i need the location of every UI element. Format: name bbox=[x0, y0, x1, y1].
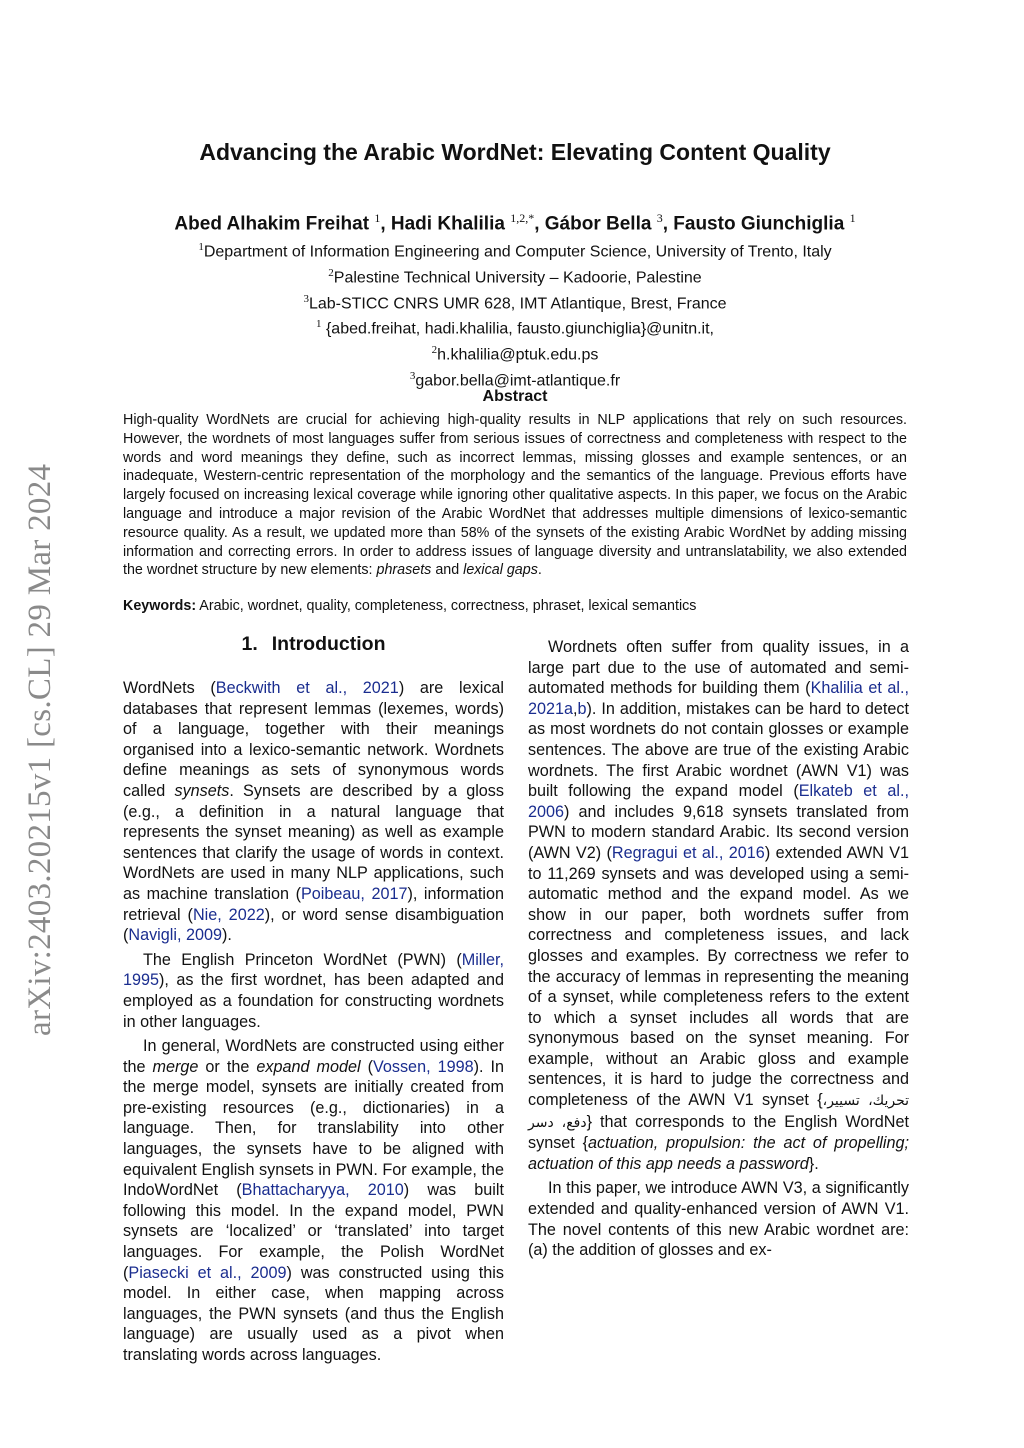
email-line: $^1$ {abed.freihat, hadi.khalilia, fausto.giunchiglia}@unitn.it, bbox=[316, 318, 714, 338]
affiliation-line: $^3$Lab-STICC CNRS UMR 628, IMT Atlantique, Brest, France bbox=[303, 292, 727, 312]
citation-link[interactable]: Nie, 2022 bbox=[192, 905, 265, 924]
author-affil-marker: 1 bbox=[849, 211, 856, 225]
left-column bbox=[123, 632, 504, 1370]
citation-link[interactable]: Regragui et al., 2016 bbox=[611, 843, 765, 862]
paragraph: Wordnets often suffer from quality issues, in a large part due to the use of automated and semi-automated methods for building them (Khalilia et al., 2021a,b). In addition, mistakes can be hard to detect as most wordnets do not contain glosses or example sentences. The above are true of the existing Arabic wordnets. The first Arabic wordnet (AWN V1) was built following the expand model (Elkateb et al., 2006) and includes 9,618 synsets translated from PWN to modern standard Arabic. Its second version (AWN V2) (Regragui et al., 2016) extended AWN V1 to 11,269 synsets and was developed using a semi-automatic method and the expand model. As we show in our paper, both wordnets suffer from correctness and completeness issues, and lack glosses and examples. By correctness we refer to the accuracy of lemmas in representing the meaning of a synset, while completeness refers to the extent to which a synset includes all words that are synonymous based on the synset meaning. For example, without an Arabic gloss and example sentences, it is hard to judge the correctness and completeness of the AWN V1 synset {تحريك، تسيير، دفع، دسر} that corresponds to the English WordNet synset {actuation, propulsion: the act of propelling; actuation of this app needs a password}. bbox=[528, 638, 910, 1173]
paragraph: In this paper, we introduce AWN V3, a significantly extended and quality-enhanced version of AWN V1. The novel contents of this new Arabic wordnet are: (a) the addition of glosses and ex- bbox=[528, 1179, 909, 1260]
citation-link[interactable]: Piasecki et al., 2009 bbox=[128, 1263, 287, 1282]
citation-link[interactable]: Beckwith et al., 2021 bbox=[215, 679, 399, 697]
affiliation-list bbox=[100, 237, 930, 392]
affiliation-line: $^2$Palestine Technical University – Kadoorie, Palestine bbox=[328, 266, 702, 287]
arxiv-identifier: arXiv:2403.20215v1 [cs.CL] 29 Mar 2024 bbox=[22, 463, 58, 1037]
paragraph: The English Princeton WordNet (PWN) (Miller, 1995), as the first wordnet, has been adapted and employed as a foundation for constructing wordnets in other languages. bbox=[123, 950, 504, 1031]
arabic-synset: تحريك، تسيير، دفع، دسر bbox=[528, 1093, 909, 1131]
paragraph: WordNets (Beckwith et al., 2021) are lexical databases that represent lemmas (lexemes, words) of a language, together with their meanings organised into a lexico-semantic network. Wordnets define meanings as sets of synonymous words called synsets. Synsets are described by a gloss (e.g., a definition in a natural language that represents the synset meaning) as well as example sentences that clarify the usage of words in context. WordNets are used in many NLP applications, such as machine translation (Poibeau, 2017), information retrieval (Nie, 2022), or word sense disambiguation (Navigli, 2009). bbox=[123, 679, 505, 945]
abstract-heading: Abstract bbox=[482, 388, 548, 405]
citation-link[interactable]: Poibeau, 2017 bbox=[301, 884, 408, 903]
right-column bbox=[528, 637, 909, 1265]
citation-link[interactable]: Vossen, 1998 bbox=[372, 1057, 474, 1076]
citation-link[interactable]: Bhattacharyya, 2010 bbox=[241, 1181, 404, 1200]
abstract-text: High-quality WordNets are crucial for achieving high-quality results in NLP applications that rely on such resources. However, the wordnets of most languages suffer from serious issues of correctness and completeness with respect to the words and word meanings they define, such as incorrect lemmas, missing glosses and example sentences, or an inadequate, Western-centric representation of the morphology and the semantics of the language. Previous efforts have largely focused on increasing lexical coverage while ignoring other qualitative aspects. In this paper, we focus on the Arabic language and introduce a major revision of the Arabic WordNet that addresses multiple dimensions of lexico-semantic resource quality. As a result, we updated more than 58% of the synsets of the existing Arabic WordNet by adding missing information and correcting errors. In order to address issues of language diversity and untranslatability, we also extended the wordnet structure by new elements: phrasets and lexical gaps. bbox=[123, 412, 907, 579]
author-name: Fausto Giunchiglia bbox=[673, 213, 845, 235]
author-list: Abed Alhakim Freihat $^1$, Hadi Khalilia $^{1,2,*}$, Gábor Bella $^3$, Fausto Giunchiglia $^1$ bbox=[174, 211, 856, 235]
author-affil-marker: 1,2,* bbox=[510, 211, 535, 225]
citation-link[interactable]: Navigli, 2009 bbox=[128, 926, 222, 945]
citation-link[interactable]: Miller, 1995 bbox=[123, 950, 504, 990]
citation-link[interactable]: Elkateb et al., 2006 bbox=[528, 782, 909, 821]
citation-link[interactable]: Khalilia et al., 2021a bbox=[528, 679, 910, 718]
email-line: $^3$gabor.bella@imt-atlantique.fr bbox=[409, 370, 621, 390]
keywords-text: Arabic, wordnet, quality, completeness, correctness, phraset, lexical semantics bbox=[196, 598, 697, 614]
author-affil-marker: 3 bbox=[656, 211, 663, 225]
paper-title: Advancing the Arabic WordNet: Elevating Content Quality bbox=[199, 139, 831, 165]
paragraph: In general, WordNets are constructed using either the merge or the expand model (Vossen, 1998). In the merge model, synsets are initially created from pre-existing resources (e.g., dictionaries) in a language. Then, for translability into other languages, the synsets have to be aligned with equivalent English synsets in PWN. For example, the IndoWordNet (Bhattacharyya, 2010) was built following this model. In the expand model, PWN synsets are ‘localized’ or ‘translated’ into target languages. For example, the Polish WordNet (Piasecki et al., 2009) was constructed using this model. In either case, when mapping across languages, the PWN synsets (and thus the English language) are usually used as a pivot when translating words across languages. bbox=[123, 1037, 504, 1364]
keywords-label: Keywords: bbox=[123, 598, 197, 614]
keywords bbox=[123, 598, 907, 614]
author-name: Gábor Bella bbox=[544, 213, 652, 235]
author-affil-marker: 1 bbox=[374, 211, 381, 225]
email-line: $^2$h.khalilia@ptuk.edu.ps bbox=[431, 344, 599, 364]
affiliation-line: $^1$Department of Information Engineering and Computer Science, University of Trento, Italy bbox=[198, 241, 832, 261]
author-name: Hadi Khalilia bbox=[390, 213, 505, 235]
citation-link[interactable]: b bbox=[577, 699, 587, 718]
author-name: Abed Alhakim Freihat bbox=[174, 213, 370, 235]
section-heading-introduction: 1. Introduction bbox=[241, 633, 386, 655]
